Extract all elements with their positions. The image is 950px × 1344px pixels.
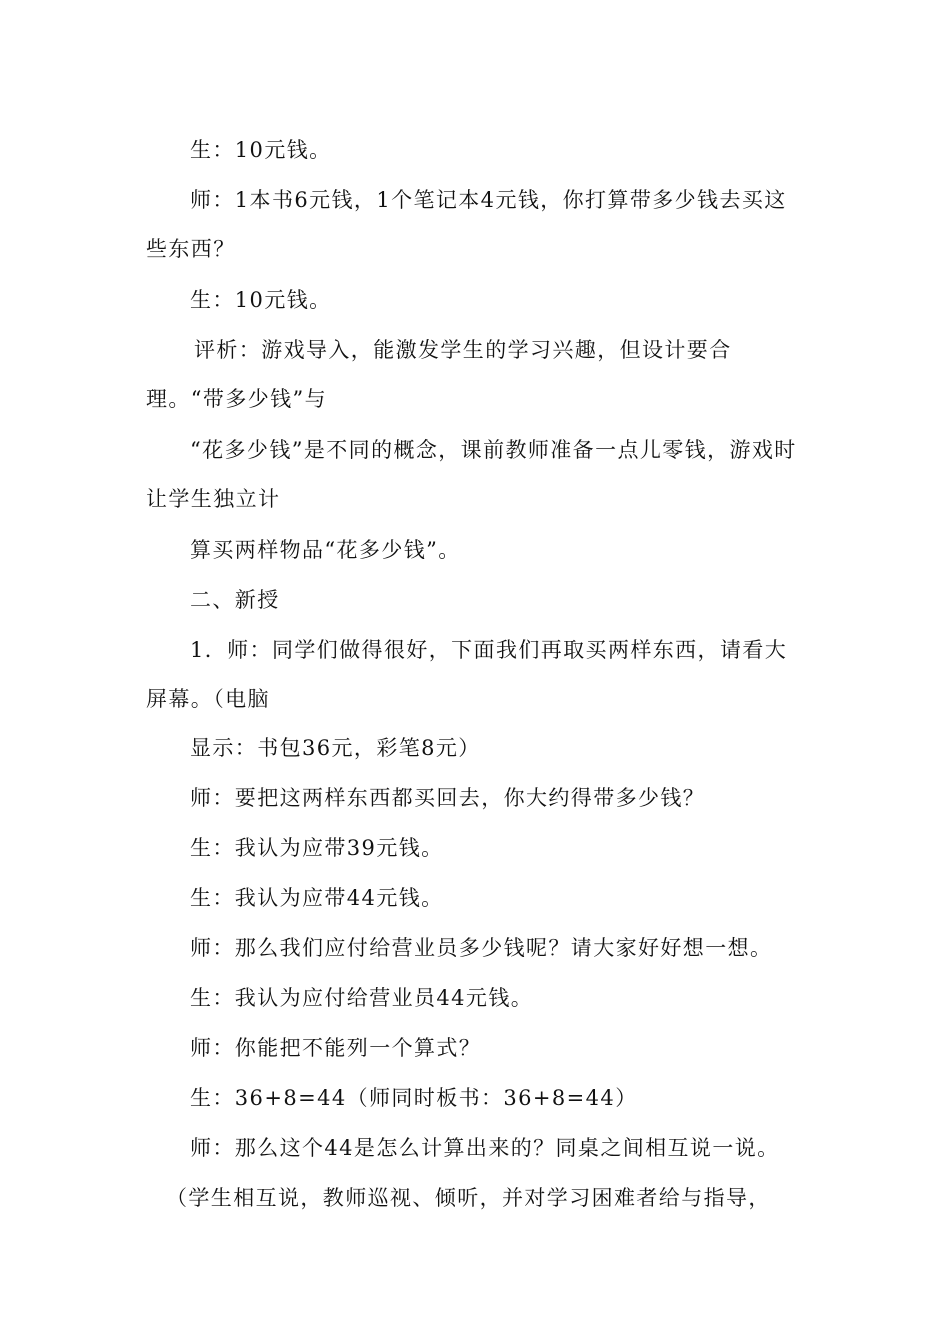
paragraph-1: 生：10元钱。 bbox=[190, 138, 332, 162]
paragraph-11: 生：我认为应带44元钱。 bbox=[190, 886, 444, 910]
paragraph-8: 显示：书包36元，彩笔8元） bbox=[190, 736, 481, 760]
paragraph-10: 生：我认为应带39元钱。 bbox=[190, 836, 444, 860]
paragraph-12: 师：那么我们应付给营业员多少钱呢？请大家好好想一想。 bbox=[190, 936, 773, 960]
paragraph-14: 师：你能把不能列一个算式？ bbox=[190, 1036, 482, 1060]
paragraph-6: 算买两样物品“花多少钱”。 bbox=[190, 538, 461, 562]
paragraph-3: 生：10元钱。 bbox=[190, 288, 332, 312]
paragraph-13: 生：我认为应付给营业员44元钱。 bbox=[190, 986, 534, 1010]
paragraph-16: 师：那么这个44是怎么计算出来的？同桌之间相互说一说。 bbox=[190, 1136, 780, 1160]
paragraph-15: 生：36+8=44（师同时板书：36+8=44） bbox=[190, 1086, 638, 1110]
paragraph-7: 1．师：同学们做得很好，下面我们再取买两样东西，请看大屏幕。（电脑 bbox=[146, 638, 788, 711]
paragraph-5: “花多少钱”是不同的概念，课前教师准备一点儿零钱，游戏时让学生独立计 bbox=[146, 438, 797, 511]
section-heading-new-teaching: 二、新授 bbox=[190, 588, 280, 612]
paragraph-2: 师：1本书6元钱，1个笔记本4元钱，你打算带多少钱去买这些东西？ bbox=[146, 188, 787, 261]
paragraph-4: 评析：游戏导入，能激发学生的学习兴趣，但设计要合理。“带多少钱”与 bbox=[146, 338, 732, 411]
paragraph-9: 师：要把这两样东西都买回去，你大约得带多少钱？ bbox=[190, 786, 706, 810]
paragraph-17: （学生相互说，教师巡视、倾听，并对学习困难者给与指导， bbox=[166, 1186, 771, 1210]
